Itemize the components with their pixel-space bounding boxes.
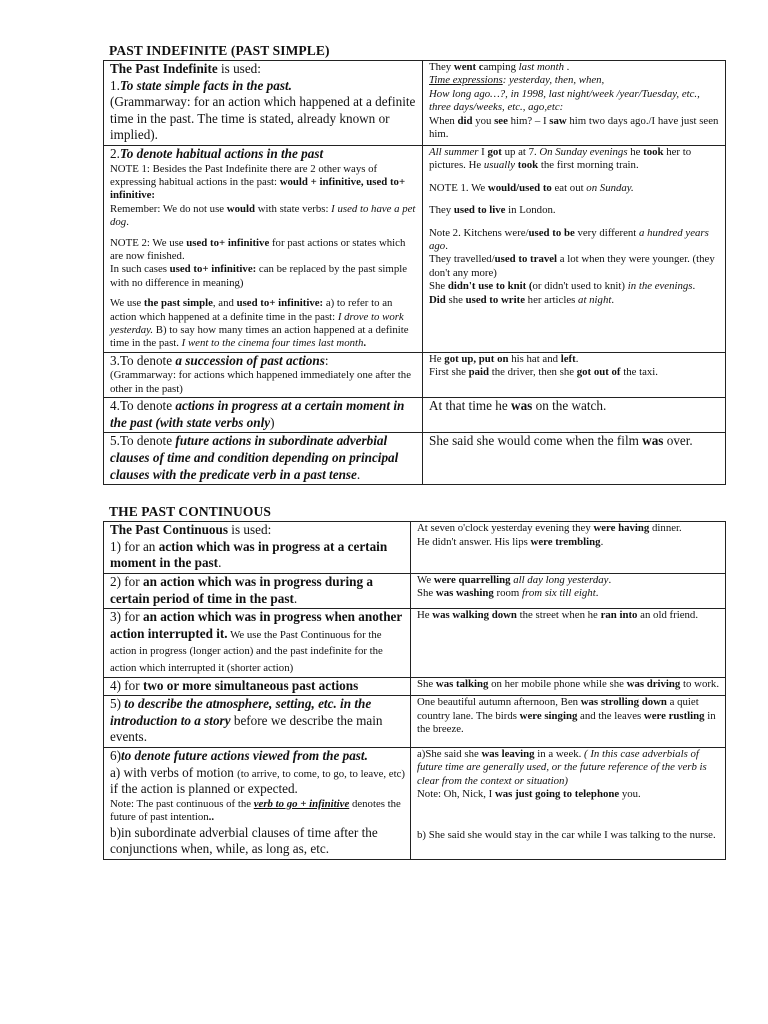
text: I went to the cinema four times last month	[181, 337, 364, 350]
text: .	[692, 280, 696, 293]
text: over.	[663, 433, 693, 449]
verb: were singing	[519, 709, 578, 722]
text: ( In this case adverbials of future time are generally used, or the future reference of the verb is clear from the context or situation)	[417, 747, 707, 787]
verb: was talking	[435, 677, 489, 690]
rule: actions in progress at a certain moment in the past (with state verbs only	[110, 398, 405, 430]
text: is used:	[217, 61, 261, 76]
text: (to arrive, to come, to go, to leave, etc)	[237, 767, 405, 780]
past-simple-table	[103, 60, 726, 485]
verb: was	[642, 433, 664, 449]
text: )	[270, 414, 275, 430]
cell-example-1	[423, 61, 726, 146]
table-row	[104, 574, 726, 609]
verb: was washing	[435, 587, 494, 600]
text: a lot when they were younger. (they don't any more)	[429, 253, 715, 279]
text: On Sunday evenings	[539, 145, 628, 158]
text: on the watch.	[532, 398, 607, 414]
text: to work.	[680, 677, 720, 690]
verb: did	[457, 114, 473, 127]
text: he	[627, 145, 644, 158]
text: and the leaves	[577, 709, 644, 722]
cell-example-5	[411, 696, 726, 748]
text: .	[356, 466, 361, 482]
cell-example-6	[411, 747, 726, 859]
text: up at 7.	[501, 145, 540, 158]
cell-usage-6	[104, 747, 411, 859]
cell-usage-3	[104, 609, 411, 677]
text: NOTE 2: We use	[110, 236, 187, 249]
text: denotes the future of past intention	[110, 797, 401, 824]
verb: used to live	[453, 204, 506, 217]
text: last month	[518, 61, 564, 73]
verb: used to write	[465, 293, 525, 306]
rule: To state simple facts in the past.	[119, 77, 292, 93]
text: 2) for	[110, 574, 143, 589]
verb: were rustling	[643, 709, 705, 722]
table-row	[104, 433, 726, 485]
past-continuous-heading: THE PAST CONTINUOUS	[109, 504, 271, 520]
text: He	[417, 609, 433, 622]
rule: an action which was in progress during a certain period of time in the past	[110, 574, 373, 606]
verb: was leaving	[481, 747, 535, 760]
cell-usage-5	[104, 696, 411, 748]
verb: ran into	[600, 609, 638, 622]
cell-example-4	[423, 398, 726, 433]
text: (Grammarway: for actions which happened immediately one after the other in the past)	[110, 369, 411, 395]
text: NOTE 1: Besides the Past Indefinite there are 2 other ways of expressing habitual actions in the past:	[110, 162, 378, 188]
text: All summer	[429, 145, 479, 158]
text: We use the Past Continuous for the action in progress (longer action) and the past indefinite for the action which interrupted it (shorter action)	[110, 628, 383, 674]
text: 3) for	[110, 609, 143, 625]
text: , and	[212, 297, 237, 310]
verb: was driving	[626, 677, 681, 690]
text: .	[445, 240, 448, 252]
text: an old friend.	[637, 609, 699, 622]
text: is used:	[228, 522, 272, 538]
rule: a succession of past actions	[175, 352, 325, 368]
text: 2.	[110, 145, 120, 161]
cell-usage-1	[104, 61, 423, 146]
text: b) She said she would stay in the car while I was talking to the nurse.	[417, 828, 716, 841]
text: dinner.	[649, 522, 682, 535]
text: at night	[578, 293, 612, 306]
text: a)She said she	[417, 747, 482, 760]
cell-usage-2	[104, 145, 423, 352]
verb: would/used to	[487, 181, 552, 194]
text: him two days ago./I have just seen him.	[429, 114, 719, 141]
verb: got up, put on	[444, 352, 509, 365]
text: you	[472, 114, 495, 127]
cell-example-4	[411, 677, 726, 696]
cell-example-3	[423, 352, 726, 397]
document-page	[103, 42, 721, 860]
text: a) to refer to an action which happened at a definite time in the past:	[110, 297, 393, 323]
text: :	[324, 352, 329, 368]
text: her articles	[524, 293, 579, 306]
cell-usage-4	[104, 398, 423, 433]
verb: got out of	[576, 366, 621, 379]
text: .	[608, 574, 612, 586]
text: .	[293, 590, 298, 606]
text: very different	[574, 226, 640, 239]
text: When	[429, 114, 458, 127]
verb: went c	[453, 61, 484, 73]
cell-usage-2	[104, 574, 411, 609]
verb: paid	[468, 366, 490, 379]
text: She said she would come when the film	[429, 433, 643, 449]
verb: was	[511, 398, 533, 414]
text: you.	[619, 788, 641, 801]
verb: used to travel	[494, 253, 558, 266]
text: eat out	[551, 181, 587, 194]
term: The Past Indefinite	[110, 61, 218, 76]
text: before we describe the main events.	[110, 712, 383, 745]
cell-usage-1	[104, 522, 411, 574]
text: Note: Oh, Nick, I	[417, 788, 495, 801]
text: a) with verbs of motion	[110, 764, 238, 780]
term: used to+ infinitive:	[169, 263, 257, 276]
table-row	[104, 398, 726, 433]
verb: were quarrelling	[433, 574, 511, 586]
cell-usage-5	[104, 433, 423, 485]
text: 5.To denote	[110, 433, 176, 449]
text: on her mobile phone while she	[488, 677, 627, 690]
text: I	[478, 145, 488, 158]
text: Time expressions	[429, 74, 503, 87]
text: They	[429, 204, 454, 217]
term: the past simple	[143, 297, 213, 310]
text: from six till eight	[522, 587, 596, 600]
term: used to+ infinitive	[186, 236, 270, 249]
rule: to denote future actions viewed from the past.	[121, 747, 368, 763]
verb: saw	[549, 114, 567, 127]
text: 4) for	[110, 677, 143, 693]
text: in a week.	[534, 747, 585, 760]
text: in the evenings	[627, 280, 693, 293]
term: verb to go + infinitive	[253, 797, 350, 810]
text: ..	[208, 811, 215, 824]
text: usually	[483, 159, 516, 172]
text: : yesterday, then, when,	[502, 74, 605, 87]
verb: didn't use to knit (	[447, 280, 533, 293]
table-row	[104, 522, 726, 574]
text: his hat and	[508, 352, 561, 365]
text: 4.To denote	[110, 398, 176, 414]
term: would + infinitive, used to+ infinitive:	[110, 175, 406, 202]
rule: to describe the atmosphere, setting, etc. in the introduction to a story	[110, 696, 372, 728]
text: on Sunday.	[586, 181, 634, 194]
text: She	[429, 280, 448, 293]
table-row	[104, 696, 726, 748]
text: the first morning train.	[538, 159, 639, 172]
text: room	[493, 587, 523, 600]
text: She	[417, 677, 436, 690]
text: We	[417, 574, 434, 586]
verb: was walking down	[432, 609, 517, 622]
past-continuous-table	[103, 521, 726, 860]
table-row	[104, 677, 726, 696]
verb: got	[487, 145, 502, 158]
text: NOTE 1. We	[429, 181, 488, 194]
text: .	[611, 293, 615, 306]
text: Note 2. Kitchens were/	[429, 226, 529, 239]
text: At seven o'clock yesterday evening they	[417, 522, 594, 535]
text: 1.	[110, 77, 120, 93]
text: He didn't answer. His lips	[417, 535, 531, 548]
text: 3.To denote	[110, 352, 176, 368]
rule: To denote habitual actions in the past	[119, 145, 324, 161]
verb: were trembling	[530, 535, 601, 548]
cell-usage-3	[104, 352, 423, 397]
text: .	[575, 352, 579, 365]
verb: was just going to telephone	[494, 788, 620, 801]
verb: took	[517, 159, 539, 172]
text: for past actions or states which are now finished.	[110, 236, 406, 262]
text: the street when he	[516, 609, 601, 622]
text: .	[600, 535, 604, 548]
verb: Did	[429, 293, 446, 306]
cell-example-3	[411, 609, 726, 677]
text: amping	[483, 61, 519, 73]
text: First she	[429, 366, 469, 379]
text: She	[417, 587, 436, 600]
term: The Past Continuous	[110, 522, 228, 538]
text: the taxi.	[620, 366, 659, 379]
cell-example-2	[423, 145, 726, 352]
verb: was strolling down	[580, 696, 667, 709]
text: 5)	[110, 696, 125, 712]
verb: took	[643, 145, 664, 158]
text: He	[429, 352, 445, 365]
text: We use	[110, 297, 144, 310]
text: a hundred years ago	[429, 226, 709, 252]
text: or didn't used to knit)	[532, 280, 628, 293]
text: if the action is planned or expected.	[110, 781, 298, 797]
rule: an action which was in progress when another action interrupted it.	[110, 609, 402, 641]
table-row	[104, 145, 726, 352]
verb: were having	[593, 522, 650, 535]
text: all day long yesterday	[513, 574, 609, 586]
text: I drove to work yesterday.	[110, 310, 404, 337]
text: .	[218, 555, 222, 571]
table-row	[104, 609, 726, 677]
text: .	[126, 216, 129, 229]
verb: left	[560, 352, 576, 365]
text: him? – I	[507, 114, 550, 127]
cell-usage-4	[104, 677, 411, 696]
text: (Grammarway: for an action which happened at a definite time in the past. The time is stated, already known or implied).	[110, 94, 416, 143]
text: b)in subordinate adverbial clauses of time after the conjunctions when, while, as long as, etc.	[110, 824, 378, 857]
text: .	[595, 587, 599, 600]
rule: two or more simultaneous past actions	[142, 677, 359, 693]
text: a quiet country lane. The birds	[417, 696, 699, 722]
text: in the breeze.	[417, 709, 716, 735]
text: B) to say how many times an action happened at a definite time in the past.	[110, 324, 409, 350]
table-row	[104, 352, 726, 397]
text: 6)	[110, 747, 121, 763]
verb: see	[494, 114, 508, 127]
rule: future actions in subordinate adverbial clauses of time and condition depending on principal clauses with the predicate verb in a past tense	[110, 433, 399, 482]
text: .	[563, 61, 570, 73]
verb: used to be	[528, 226, 575, 239]
text: Remember: We do not use	[110, 202, 227, 215]
text: In such cases	[110, 263, 170, 276]
text: How long ago…?, in 1998, last night/week /year/Tuesday, etc., three days/weeks, etc., ago,etc:	[429, 87, 700, 114]
text: she	[445, 293, 466, 306]
cell-example-2	[411, 574, 726, 609]
text: with state verbs:	[255, 202, 332, 215]
text: in London.	[505, 204, 556, 217]
text: 1) for an	[110, 538, 159, 554]
text: her to pictures. He	[429, 145, 692, 172]
text: One beautiful autumn afternoon, Ben	[417, 696, 581, 709]
past-simple-heading: PAST INDEFINITE (PAST SIMPLE)	[109, 43, 330, 58]
text: the driver, then she	[489, 366, 577, 379]
text: At that time he	[429, 398, 512, 414]
text: Note: The past continuous of the	[110, 797, 254, 810]
term: would	[226, 202, 255, 215]
text: I used to have a pet dog	[110, 202, 416, 229]
table-row	[104, 61, 726, 146]
text: They travelled/	[429, 253, 495, 266]
text: .	[363, 337, 367, 350]
term: used to+ infinitive:	[236, 297, 324, 310]
text: can be replaced by the past simple with no difference in meaning)	[110, 263, 408, 289]
cell-example-5	[423, 433, 726, 485]
rule: action which was in progress at a certain moment in the past	[110, 538, 388, 571]
table-row	[104, 747, 726, 859]
text: They	[429, 61, 454, 73]
cell-example-1	[411, 522, 726, 574]
